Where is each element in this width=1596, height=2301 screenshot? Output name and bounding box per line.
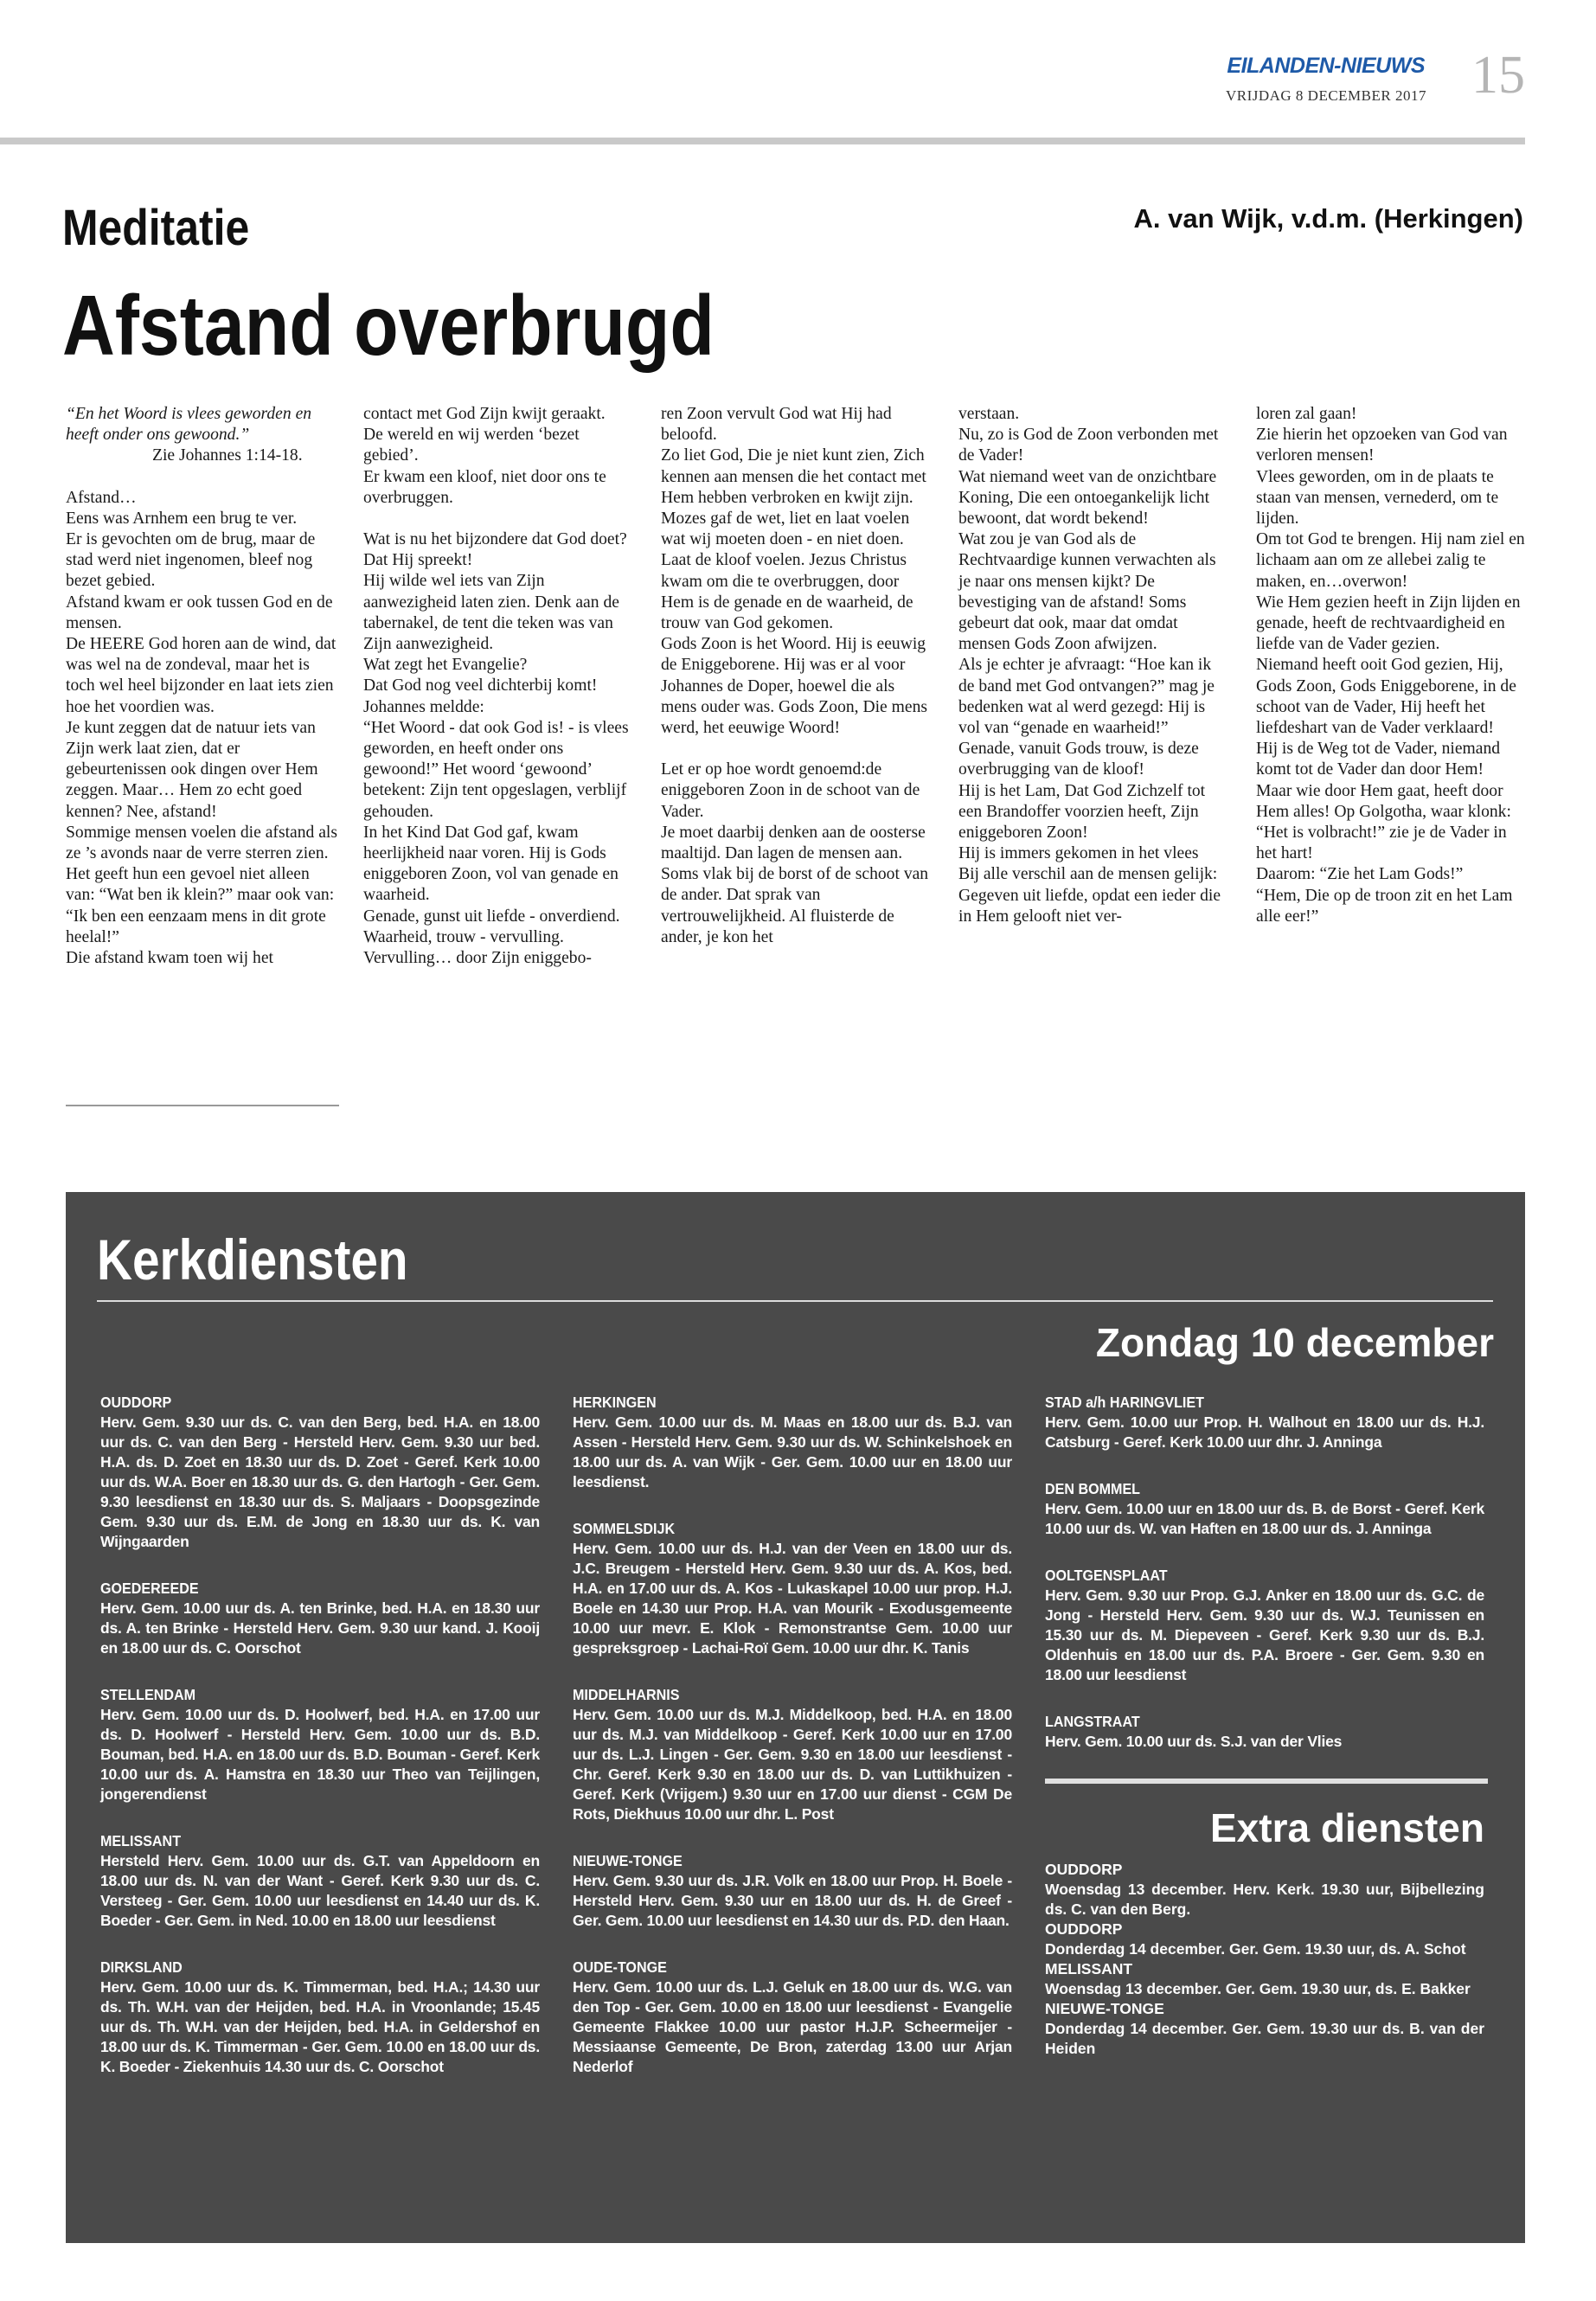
article-column — [66, 404, 337, 969]
article-paragraph: Vervulling… door Zijn eniggebo- — [363, 949, 592, 968]
article-paragraph: Hij is de Weg tot de Vader, niemand komt tot de Vader dan door Hem! — [1256, 740, 1501, 779]
article-paragraph: De HEERE God horen aan de wind, dat was wel na de zondeval, maar het is toch wel heel bijzonder en laat iets zien hoe het voordien was. — [66, 635, 337, 716]
page-number: 15 — [1471, 46, 1525, 105]
article-body — [66, 404, 1528, 969]
article-paragraph: “En het Woord is vlees geworden en heeft onder ons gewoond.” — [66, 405, 312, 445]
service-details: Herv. Gem. 10.00 uur en 18.00 uur ds. B. de Borst - Geref. Kerk 10.00 uur ds. W. van Haften en 18.00 uur ds. J. Anninga — [1045, 1500, 1484, 1537]
article-paragraph: Dat God nog veel dichterbij komt! — [363, 676, 598, 695]
services-column — [1045, 1393, 1484, 2104]
service-entry — [1045, 1920, 1484, 1959]
service-place: MIDDELHARNIS — [573, 1686, 680, 1703]
article-paragraph: In het Kind Dat God gaf, kwam heerlijkheid naar voren. Hij is Gods eniggeboren Zoon, vol van genade en waarheid. — [363, 823, 619, 905]
service-details: Herv. Gem. 9.30 uur ds. J.R. Volk en 18.00 uur Prop. H. Boele - Hersteld Herv. Gem. 9.30 uur en 18.00 uur ds. H. de Greef - Ger. Gem. 10.00 uur leesdienst en 14.30 uur ds. P.D. den Haan. — [573, 1872, 1012, 1929]
article-paragraph: Daarom: “Zie het Lam Gods!” — [1256, 865, 1464, 884]
service-place: OUDDORP — [1045, 1861, 1123, 1878]
service-details: Hersteld Herv. Gem. 10.00 uur ds. G.T. van Appeldoorn en 18.00 uur ds. N. van der Want - Geref. Kerk 9.30 uur ds. C. Versteeg - Ger. Gem. 10.00 uur leesdienst en 14.40 uur ds. K. Boeder - Ger. Gem. in Ned. 10.00 en 18.00 uur leesdienst — [100, 1852, 540, 1929]
service-details: Herv. Gem. 10.00 uur ds. A. ten Brinke, bed. H.A. en 18.30 uur ds. A. ten Brinke - Hersteld Herv. Gem. 9.30 uur kand. J. Kooij en 18.00 uur ds. C. Oorschot — [100, 1599, 540, 1657]
article-paragraph: ren Zoon vervult God wat Hij had beloofd. — [661, 405, 892, 445]
article-paragraph: verstaan. — [958, 405, 1020, 423]
article-paragraph: Om tot God te brengen. Hij nam ziel en lichaam aan om ze allebei zalig te maken, en…overwon! — [1256, 530, 1525, 591]
article-paragraph: Die afstand kwam toen wij het — [66, 949, 273, 968]
article-paragraph: Afstand… — [66, 488, 137, 507]
article-paragraph: Wat zou je van God als de Rechtvaardige kunnen verwachten als je naar ons mensen kijkt? De bevestiging van de afstand! Soms gebeurt dat ook, maar dat omdat mensen Gods Zoon afwijzen. — [958, 530, 1216, 654]
article-column — [1256, 404, 1528, 969]
article-paragraph: Hij is immers gekomen in het vlees — [958, 844, 1199, 863]
paragraph-gap — [661, 739, 933, 760]
service-place: HERKINGEN — [573, 1394, 657, 1411]
article-paragraph: contact met God Zijn kwijt geraakt. — [363, 405, 606, 423]
newspaper-logo: EILANDEN-NIEUWS — [1227, 54, 1425, 78]
article-paragraph: Wie Hem gezien heeft in Zijn lijden en genade, heeft de rechtvaardigheid en liefde van de Vader gezien. — [1256, 593, 1521, 654]
article-paragraph: Bij alle verschil aan de mensen gelijk: — [958, 865, 1218, 884]
article-column — [363, 404, 635, 969]
service-entry — [1045, 1959, 1484, 1999]
service-entry — [100, 1831, 540, 1931]
article-paragraph: “Het Woord - dat ook God is! - is vlees geworden, en heeft onder ons gewoond!” Het woord ‘gewoond’ betekent: Zijn tent opgeslagen, verblijf gehouden. — [363, 718, 629, 821]
article-column — [958, 404, 1230, 969]
service-details: Herv. Gem. 10.00 uur ds. L.J. Geluk en 18.00 uur ds. W.G. van den Top - Ger. Gem. 10.00 en 18.00 uur leesdienst - Evangelie Gemeente Flakkee 10.00 uur pastor H.J.P. Scheermeijer - Messiaanse Gemeente, De Bron, zaterdag 13.00 uur Arjan Nederlof — [573, 1978, 1012, 2075]
article-paragraph: Zie hierin het opzoeken van God van verloren mensen! — [1256, 426, 1508, 465]
article-headline: Afstand overbrugd — [62, 278, 715, 373]
article-paragraph: Genade, vanuit Gods trouw, is deze overbrugging van de kloof! — [958, 740, 1199, 779]
services-columns — [100, 1393, 1493, 2104]
article-paragraph: “Hem, Die op de troon zit en het Lam alle eer!” — [1256, 886, 1513, 926]
church-services-divider — [97, 1300, 1493, 1302]
article-paragraph: Johannes meldde: — [363, 697, 484, 716]
header-divider — [0, 138, 1525, 144]
article-paragraph: Afstand kwam er ook tussen God en de mensen. — [66, 593, 333, 632]
article-paragraph: Er is gevochten om de brug, maar de stad werd niet ingenomen, bleef nog bezet gebied. — [66, 530, 316, 591]
service-entry — [1045, 1999, 1484, 2059]
church-services-title: Kerkdiensten — [97, 1227, 408, 1292]
service-entry — [573, 1851, 1012, 1931]
service-place: GOEDEREEDE — [100, 1580, 199, 1597]
service-place: NIEUWE-TONGE — [1045, 2000, 1164, 2017]
service-place: STELLENDAM — [100, 1686, 196, 1703]
article-paragraph: Waarheid, trouw - vervulling. — [363, 927, 564, 946]
service-entry — [573, 1685, 1012, 1824]
services-column — [573, 1393, 1012, 2104]
service-place: OOLTGENSPLAAT — [1045, 1567, 1168, 1584]
service-day-title: Zondag 10 december — [1095, 1320, 1494, 1365]
article-paragraph: loren zal gaan! — [1256, 405, 1357, 423]
masthead — [0, 0, 1596, 147]
service-entry — [573, 1393, 1012, 1492]
service-place: DEN BOMMEL — [1045, 1480, 1141, 1497]
article-paragraph: Let er op hoe wordt genoemd:de eniggeboren Zoon in de schoot van de Vader. — [661, 760, 920, 821]
service-entry — [573, 1519, 1012, 1658]
service-place: OUDDORP — [100, 1394, 172, 1411]
service-entry — [573, 1958, 1012, 2077]
service-place: MELISSANT — [100, 1832, 182, 1849]
extra-services — [1045, 1779, 1484, 2059]
service-entry — [100, 1393, 540, 1552]
service-details: Woensdag 13 december. Ger. Gem. 19.30 uur, ds. E. Bakker — [1045, 1980, 1471, 1997]
service-entry — [100, 1958, 540, 2077]
article-paragraph: Gods Zoon is het Woord. Hij is eeuwig de Eniggeborene. Hij was er al voor Johannes de Doper, hoewel die als mens ouder was. Gods Zoon, Die mens werd, het eeuwige Woord! — [661, 635, 928, 738]
service-details: Woensdag 13 december. Herv. Kerk. 19.30 uur, Bijbellezing ds. C. van den Berg. — [1045, 1881, 1484, 1918]
article-paragraph: Zie Johannes 1:14-18. — [152, 446, 303, 465]
service-details: Herv. Gem. 9.30 uur ds. C. van den Berg, bed. H.A. en 18.00 uur ds. C. van den Berg - Hersteld Herv. Gem. 9.30 uur bed. H.A. ds. D. Zoet en 18.30 uur ds. D. Zoet - Geref. Kerk 10.00 uur ds. W.A. Boer en 18.30 uur ds. G. den Hartogh - Ger. Gem. 9.30 leesdienst en 18.30 uur ds. S. Maljaars - Doopsgezinde Gem. 9.30 uur ds. E.M. de Jong en 18.30 uur ds. K. van Wijngaarden — [100, 1413, 540, 1550]
article-paragraph: Je moet daarbij denken aan de oosterse maaltijd. Dan lagen de mensen aan. Soms vlak bij de borst of de schoot van de ander. Dat sprak van vertrouwelijkheid. Al fluisterde de ander, je kon het — [661, 823, 929, 946]
service-place: OUDE-TONGE — [573, 1958, 667, 1976]
service-place: LANGSTRAAT — [1045, 1713, 1140, 1730]
service-entry — [1045, 1566, 1484, 1685]
article-paragraph: Mozes gaf de wet, liet en laat voelen wat wij moeten doen - en niet doen. Laat de kloof voelen. Jezus Christus kwam om die te overbruggen, door Hem is de genade en de waarheid, de trouw van God gekomen. — [661, 510, 913, 633]
article-paragraph: Hij wilde wel iets van Zijn aanwezigheid laten zien. Denk aan de tabernakel, de tent die teken was van Zijn aanwezigheid. — [363, 572, 619, 654]
extra-services-title: Extra diensten — [1210, 1805, 1484, 1850]
service-details: Herv. Gem. 9.30 uur Prop. G.J. Anker en 18.00 uur ds. G.C. de Jong - Hersteld Herv. Gem. 9.30 uur ds. W.J. Teunissen en 15.30 uur ds. M. Diepeveen - Geref. Kerk 9.30 uur ds. B.J. Oldenhuis en 18.00 uur ds. P.A. Broere - Ger. Gem. 9.30 en 18.00 uur leesdienst — [1045, 1586, 1484, 1683]
service-details: Donderdag 14 december. Ger. Gem. 19.30 uur, ds. A. Schot — [1045, 1940, 1466, 1958]
article-paragraph: Wat niemand weet van de onzichtbare Koning, Die een ontoegankelijk licht bewoont, dat wordt bekend! — [958, 467, 1217, 529]
article-author: A. van Wijk, v.d.m. (Herkingen) — [1133, 203, 1523, 234]
article-column — [661, 404, 933, 969]
article-paragraph: Gegeven uit liefde, opdat een ieder die in Hem gelooft niet ver- — [958, 886, 1221, 926]
article-paragraph: Nu, zo is God de Zoon verbonden met de Vader! — [958, 426, 1219, 465]
service-place: SOMMELSDIJK — [573, 1520, 676, 1537]
service-entry — [1045, 1860, 1484, 1920]
issue-date: VRIJDAG 8 DECEMBER 2017 — [1225, 87, 1426, 104]
service-entry — [100, 1685, 540, 1804]
extra-services-list — [1045, 1860, 1484, 2059]
service-details: Herv. Gem. 10.00 uur ds. M. Maas en 18.00 uur ds. B.J. van Assen - Hersteld Herv. Gem. 9.30 uur ds. W. Schinkelshoek en 18.00 uur ds. A. van Wijk - Ger. Gem. 10.00 uur en 18.00 uur leesdienst. — [573, 1413, 1012, 1490]
article-paragraph: Eens was Arnhem een brug te ver. — [66, 509, 298, 528]
service-details: Herv. Gem. 10.00 uur ds. H.J. van der Veen en 18.00 uur ds. J.C. Breugem - Hersteld Herv. Gem. 9.30 uur ds. A. Kos, bed. H.A. en 17.00 uur ds. A. Kos - Lukaskapel 10.00 uur prop. H.J. Boele en 14.30 uur Prop. H.A. van Mourik - Exodusgemeente 10.00 uur mevr. E. Klok - Remonstrantse Gem. 10.00 uur gespreksgroep - Lachai-Roï Gem. 10.00 uur dhr. K. Tanis — [573, 1540, 1012, 1657]
service-details: Herv. Gem. 10.00 uur ds. S.J. van der Vlies — [1045, 1733, 1343, 1750]
service-place: OUDDORP — [1045, 1920, 1123, 1938]
service-details: Donderdag 14 december. Ger. Gem. 19.30 uur ds. B. van der Heiden — [1045, 2020, 1484, 2057]
article-paragraph: Er kwam een kloof, niet door ons te overbruggen. — [363, 467, 606, 507]
service-entry — [100, 1579, 540, 1658]
article-paragraph: Wat zegt het Evangelie? — [363, 656, 528, 675]
article-paragraph: Hij is het Lam, Dat God Zichzelf tot een Brandoffer voorzien heeft, Zijn eniggeboren Zoon! — [958, 781, 1206, 843]
services-column — [100, 1393, 540, 2104]
section-label: Meditatie — [62, 200, 250, 256]
service-place: NIEUWE-TONGE — [573, 1852, 683, 1869]
service-entry — [1045, 1393, 1484, 1452]
article-paragraph: Wat is nu het bijzondere dat God doet? Dat Hij spreekt! — [363, 530, 627, 570]
paragraph-gap — [363, 509, 635, 529]
article-paragraph: Vlees geworden, om in de plaats te staan van mensen, vernederd, om te lijden. — [1256, 467, 1499, 529]
article-end-divider — [66, 1105, 339, 1106]
service-entry — [1045, 1479, 1484, 1539]
service-entry — [1045, 1712, 1484, 1752]
services-column-entries — [1045, 1393, 1484, 1752]
service-details: Herv. Gem. 10.00 uur ds. K. Timmerman, bed. H.A.; 14.30 uur ds. Th. W.H. van der Heijden, bed. H.A. in Vroonlande; 15.45 uur ds. Th. W.H. van der Heijden, bed. H.A. in Geldershof en 18.00 uur ds. K. Timmerman - Ger. Gem. 10.00 en 18.00 uur ds. K. Boeder - Ziekenhuis 14.30 uur ds. C. Oorschot — [100, 1978, 540, 2075]
article-paragraph: Maar wie door Hem gaat, heeft door Hem alles! Op Golgotha, waar klonk: “Het is volbracht!” zie je de Vader in het hart! — [1256, 781, 1511, 863]
extra-services-divider — [1045, 1779, 1488, 1784]
service-place: MELISSANT — [1045, 1960, 1133, 1977]
service-details: Herv. Gem. 10.00 uur Prop. H. Walhout en 18.00 uur ds. H.J. Catsburg - Geref. Kerk 10.00 uur dhr. J. Anninga — [1045, 1413, 1484, 1451]
article-paragraph: Genade, gunst uit liefde - onverdiend. — [363, 907, 620, 926]
service-details: Herv. Gem. 10.00 uur ds. M.J. Middelkoop, bed. H.A. en 18.00 uur ds. M.J. van Middelkoop - Geref. Kerk 10.00 uur en 17.00 uur ds. L.J. Lingen - Ger. Gem. 9.30 en 18.00 uur leesdienst - Chr. Geref. Kerk 9.30 en 18.00 uur ds. D. van Luttikhuizen - Geref. Kerk (Vrijgem.) 9.30 uur en 17.00 uur dienst - CGM De Rots, Diekhuus 10.00 uur dhr. L. Post — [573, 1706, 1012, 1823]
article-paragraph: Zo liet God, Die je niet kunt zien, Zich kennen aan mensen die het contact met Hem hebben verbroken en kwijt zijn. — [661, 446, 926, 507]
article-paragraph: Niemand heeft ooit God gezien, Hij, Gods Zoon, Gods Eniggeborene, in de schoot van de Vader, Hij heeft het liefdeshart van de Vader verklaard! — [1256, 656, 1516, 738]
article-paragraph: Sommige mensen voelen die afstand als ze ’s avonds naar de verre sterren zien. Het geeft hun een gevoel niet alleen van: “Wat ben ik klein?” maar ook van: “Ik ben een eenzaam mens in dit grote heelal!” — [66, 823, 337, 946]
church-services-box — [66, 1192, 1525, 2243]
paragraph-gap — [66, 467, 337, 488]
article-paragraph: Als je echter je afvraagt: “Hoe kan ik de band met God ontvangen?” mag je bedenken wat al werd gezegd: Hij is vol van “genade en waarheid!” — [958, 656, 1215, 738]
service-place: DIRKSLAND — [100, 1958, 183, 1976]
article-paragraph: De wereld en wij werden ‘bezet gebied’. — [363, 426, 580, 465]
service-details: Herv. Gem. 10.00 uur ds. D. Hoolwerf, bed. H.A. en 17.00 uur ds. D. Hoolwerf - Hersteld Herv. Gem. 10.00 uur ds. B.D. Bouman, bed. H.A. en 18.00 uur ds. B.D. Bouman - Geref. Kerk 10.00 uur ds. A. Hamstra en 18.30 uur Theo van Teijlingen, jongerendienst — [100, 1706, 540, 1803]
article-paragraph: Je kunt zeggen dat de natuur iets van Zijn werk laat zien, dat er gebeurtenissen ook dingen over Hem zeggen. Maar… Hem zo echt goed kennen? Nee, afstand! — [66, 718, 318, 821]
service-place: STAD a/h HARINGVLIET — [1045, 1394, 1204, 1411]
